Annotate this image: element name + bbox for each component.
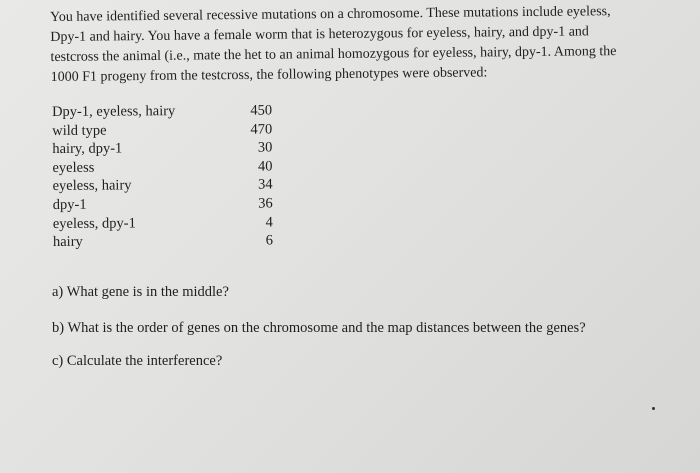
phenotype-row (52, 157, 272, 177)
phenotype-name: eyeless (52, 159, 95, 176)
phenotype-name: eyeless, dpy-1 (52, 214, 136, 232)
phenotype-row (52, 120, 272, 140)
phenotype-row (53, 232, 273, 252)
phenotype-count: 6 (265, 232, 274, 249)
question-a: a) What gene is in the middle? (52, 284, 229, 300)
phenotype-row (53, 176, 273, 196)
phenotype-row (52, 101, 272, 121)
phenotype-name: hairy (52, 233, 83, 251)
pen-mark (652, 407, 655, 410)
phenotype-count: 30 (257, 139, 273, 156)
phenotype-count: 40 (257, 158, 273, 175)
phenotype-count: 34 (258, 176, 273, 193)
question-c: c) Calculate the interference? (52, 353, 223, 369)
phenotype-row (53, 194, 273, 214)
phenotype-name: Dpy-1, eyeless, hairy (52, 103, 176, 120)
phenotype-name: hairy, dpy-1 (52, 140, 123, 158)
phenotype-row (52, 139, 272, 159)
problem-intro (50, 2, 641, 88)
phenotype-count: 470 (250, 121, 273, 138)
phenotype-name: eyeless, hairy (52, 177, 132, 195)
phenotype-table (52, 101, 273, 251)
intro-line: Dpy-1 and hairy. You have a female worm that is heterozygous for eyeless, hairy, and dpy-1 and (50, 24, 589, 45)
phenotype-count: 36 (258, 195, 273, 212)
intro-line: 1000 F1 progeny from the testcross, the following phenotypes were observed: (50, 65, 488, 85)
phenotype-count: 4 (265, 214, 273, 231)
intro-line: testcross the animal (i.e., mate the het to an animal homozygous for eyeless, hairy, dpy-1. Among the (50, 44, 617, 65)
question-b: b) What is the order of genes on the chromosome and the map distances between the genes? (52, 320, 586, 336)
phenotype-count: 450 (250, 102, 273, 119)
phenotype-row (53, 213, 273, 233)
phenotype-name: dpy-1 (52, 196, 87, 213)
phenotype-name: wild type (52, 122, 107, 139)
intro-line: You have identified several recessive mutations on a chromosome. These mutations include eyeless, (50, 4, 611, 25)
